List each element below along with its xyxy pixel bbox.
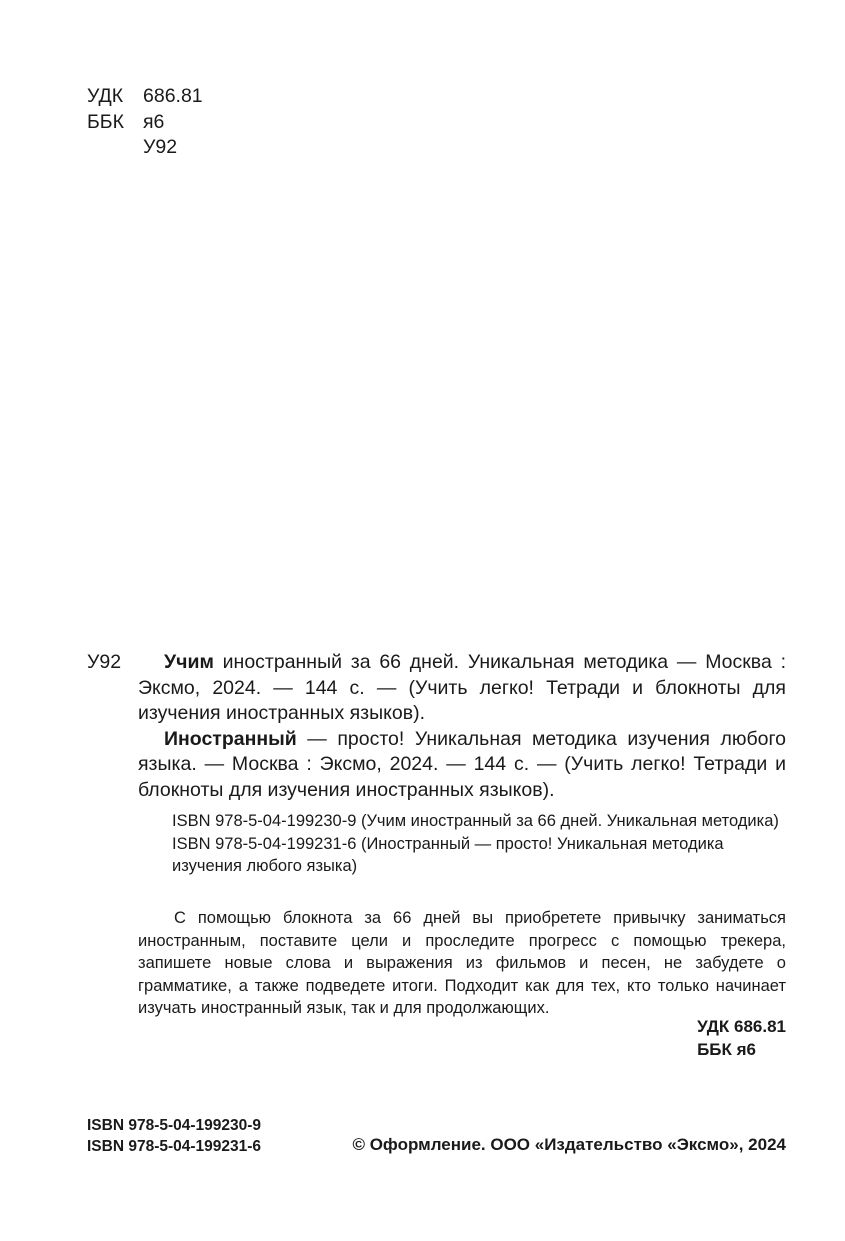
bottom-bbk: ББК я6 bbox=[697, 1039, 756, 1059]
item1-title-bold: Учим bbox=[164, 651, 214, 673]
annotation-text: С помощью блокнота за 66 дней вы приобретете привычку заниматься иностранным, поставите цели и проследите прогресс с помощью трекера, запишете новые слова и выражения из фильмов и песен, не забудете о грамматике, а также подведете итоги. Подходит как для тех, кто только начинает изучать иностранный язык, так и для продолжающих. bbox=[138, 909, 786, 1017]
author-mark: У92 bbox=[143, 136, 178, 158]
footer-isbn bbox=[87, 1116, 261, 1157]
isbn-list bbox=[172, 810, 786, 878]
bibliographic-description bbox=[138, 650, 786, 803]
udk-label: УДК bbox=[87, 85, 124, 107]
top-classification bbox=[87, 84, 203, 161]
isbn-entry-2: ISBN 978-5-04-199231-6 (Иностранный — просто! Уникальная методика изучения любого языка) bbox=[172, 834, 724, 875]
bbk-value: я6 bbox=[143, 110, 165, 133]
entry-code: У92 bbox=[87, 651, 122, 673]
bottom-udk: УДК 686.81 bbox=[697, 1017, 786, 1036]
bottom-classification bbox=[697, 1016, 786, 1061]
item2-title-bold: Иностранный bbox=[164, 727, 297, 750]
annotation bbox=[138, 907, 786, 1020]
udk-value: 686.81 bbox=[143, 85, 203, 107]
isbn-entry-1: ISBN 978-5-04-199230-9 (Учим иностранный за 66 дней. Уникальная методика) bbox=[172, 812, 779, 830]
bibliographic-item-2 bbox=[138, 727, 786, 804]
copyright-notice: © Оформление. ООО «Издательство «Эксмо», 2024 bbox=[352, 1135, 786, 1154]
bbk-label: ББК bbox=[87, 110, 124, 133]
item2-text: — просто! Уникальная методика изучения любого языка. — Москва : Эксмо, 2024. — 144 с. — (Учить легко! Тетради и блокноты для изучения иностранных языков). bbox=[138, 727, 786, 801]
footer-isbn-1: ISBN 978-5-04-199230-9 bbox=[87, 1117, 262, 1134]
bibliographic-item-1 bbox=[138, 650, 786, 727]
footer-isbn-2: ISBN 978-5-04-199231-6 bbox=[87, 1137, 262, 1155]
author-mark-row bbox=[87, 135, 203, 161]
udk-row bbox=[87, 84, 203, 110]
bbk-row bbox=[87, 110, 203, 136]
item1-text: иностранный за 66 дней. Уникальная методика — Москва : Эксмо, 2024. — 144 с. — (Учить легко! Тетради и блокноты для изучения иностранных языков). bbox=[138, 651, 786, 724]
